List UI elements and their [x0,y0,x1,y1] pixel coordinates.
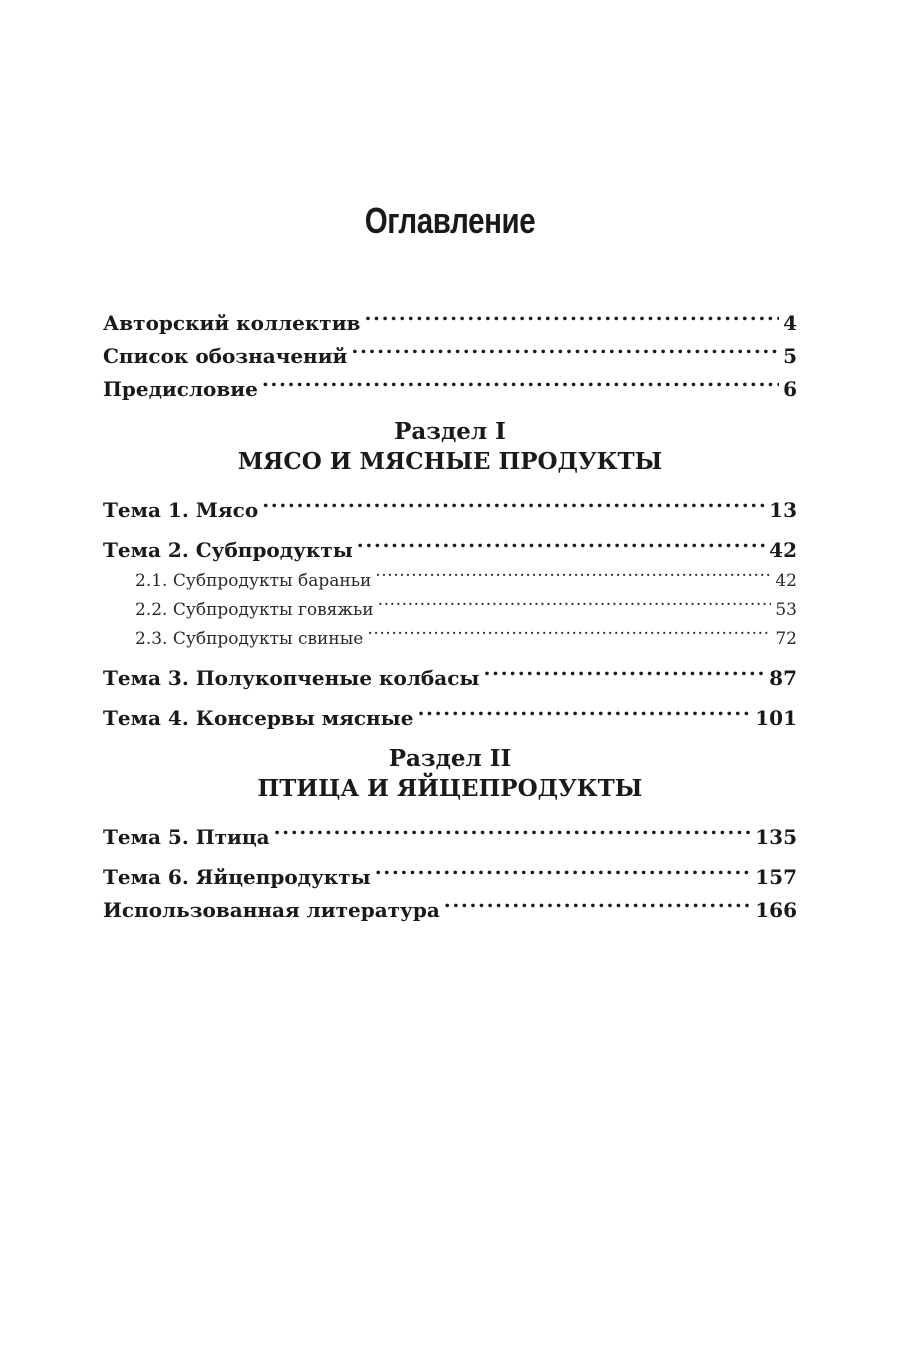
toc-entry-label: Тема 1. Мясо [103,498,259,522]
toc-entry-page: 157 [755,865,797,889]
toc-entry-page: 101 [755,706,797,730]
page-title: Оглавление [364,200,536,241]
toc-entry-topic-1[interactable] [103,484,797,522]
toc-entry-label: Использованная литература [103,898,440,922]
toc-entry-label: Тема 4. Консервы мясные [103,706,414,730]
toc-entry-page: 42 [775,571,797,591]
toc-entry-label: Тема 5. Птица [103,825,270,849]
toc-entry-page: 166 [755,898,797,922]
toc-entry-page: 5 [783,344,797,368]
section-name: ПТИЦА И ЯЙЦЕПРОДУКТЫ [257,775,643,802]
dot-leader [444,884,751,917]
dot-leader [417,692,751,725]
dot-leader [364,297,779,330]
dot-leader [351,330,779,363]
toc-entry-label: Тема 3. Полукопченые колбасы [103,666,480,690]
toc-entry-topic-5[interactable] [103,811,797,849]
toc-front-matter [103,297,797,401]
toc-entry-page: 135 [755,825,797,849]
toc-entry-label: Тема 6. Яйцепродукты [103,865,371,889]
dot-leader [483,652,765,685]
toc-section-1-topic-2 [103,524,797,649]
toc-entry-label: Тема 2. Субпродукты [103,538,353,562]
toc-entry-label: 2.2. Субпродукты говяжьи [135,600,374,620]
toc-entry-label: 2.1. Субпродукты бараньи [135,571,372,591]
dot-leader [375,557,771,586]
section-heading-2 [0,744,900,804]
toc-entry-page: 72 [775,629,797,649]
dot-leader [378,586,772,615]
section-number: Раздел I [394,418,506,445]
toc-entry-label: Список обозначений [103,344,348,368]
section-name: МЯСО И МЯСНЫЕ ПРОДУКТЫ [237,448,663,475]
toc-entry-label: 2.3. Субпродукты свиные [135,629,364,649]
toc-entry-topic-4[interactable] [103,692,797,730]
toc-entry-page: 87 [769,666,797,690]
dot-leader [367,615,771,644]
toc-entry-page: 13 [769,498,797,522]
dot-leader [375,851,752,884]
toc-entry-topic-6[interactable] [103,851,797,889]
toc-section-2-topic-5 [103,811,797,849]
toc-entry-topic-2[interactable] [103,524,797,562]
toc-entry-authors[interactable] [103,297,797,335]
dot-leader [274,811,752,844]
dot-leader [262,363,779,396]
dot-leader [357,524,765,557]
toc-entry-topic-3[interactable] [103,652,797,690]
dot-leader [262,484,765,517]
toc-section-1 [103,484,797,522]
toc-entry-label: Предисловие [103,377,258,401]
toc-entry-label: Авторский коллектив [103,311,361,335]
toc-entry-page: 42 [769,538,797,562]
toc-entry-page: 53 [775,600,797,620]
toc-section-1-topic-4 [103,692,797,730]
toc-section-1-topic-3 [103,652,797,690]
toc-entry-page: 6 [783,377,797,401]
toc-entry-page: 4 [783,311,797,335]
section-heading-1 [0,417,900,477]
toc-section-2-topic-6 [103,851,797,922]
section-number: Раздел II [388,745,512,772]
